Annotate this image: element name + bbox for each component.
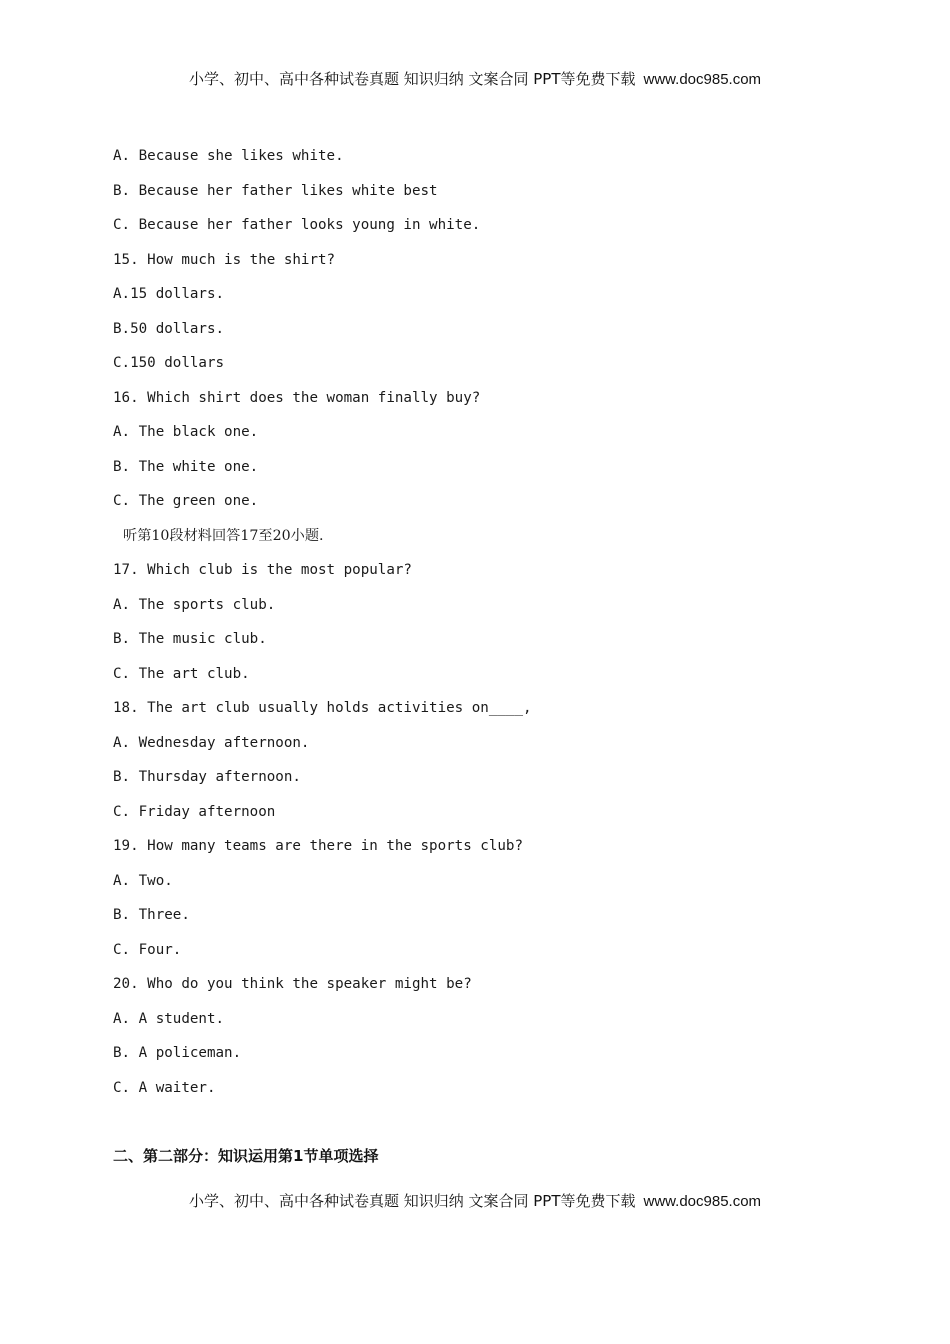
option-line: A. The sports club. [113, 596, 276, 613]
footer-banner [0, 1190, 950, 1211]
option-line: C. Friday afternoon [113, 803, 276, 820]
option-line: B. The music club. [113, 631, 267, 647]
option-line: C. A waiter. [113, 1079, 216, 1096]
option-line: B. The white one. [113, 458, 259, 475]
header-banner-text: 小学、初中、高中各种试卷真题 知识归纳 文案合同 PPT等免费下载 [188, 70, 636, 88]
option-line: C. The green one. [113, 493, 259, 509]
question-line: 18. The art club usually holds activities on____, [113, 700, 532, 716]
question-list [113, 145, 853, 1111]
option-line: B. A policeman. [113, 1045, 242, 1061]
question-line: 20. Who do you think the speaker might be? [113, 976, 472, 992]
option-line: A. Two. [113, 872, 173, 889]
option-line: C.150 dollars [113, 355, 225, 371]
option-line: A. The black one. [113, 424, 259, 440]
option-line: C. The art club. [113, 665, 250, 682]
option-line: A. A student. [113, 1010, 225, 1027]
section-heading: 二、第二部分：知识运用第1节单项选择 [113, 1147, 379, 1165]
option-line: A.15 dollars. [113, 286, 225, 302]
footer-site-link[interactable]: www.doc985.com [643, 1193, 762, 1210]
header-banner [0, 68, 950, 89]
option-line: A. Because she likes white. [113, 148, 344, 164]
option-line: B. Because her father likes white best [113, 182, 438, 199]
question-line: 19. How many teams are there in the sports club? [113, 838, 523, 854]
listening-instruction: 听第10段材料回答17至20小题. [123, 527, 324, 544]
option-line: B.50 dollars. [113, 320, 225, 337]
option-line: B. Three. [113, 907, 190, 923]
option-line: C. Four. [113, 941, 182, 958]
option-line: A. Wednesday afternoon. [113, 734, 310, 751]
question-line: 16. Which shirt does the woman finally buy? [113, 389, 481, 406]
footer-banner-text: 小学、初中、高中各种试卷真题 知识归纳 文案合同 PPT等免费下载 [188, 1192, 636, 1210]
option-line: C. Because her father looks young in white. [113, 217, 481, 233]
option-line: B. Thursday afternoon. [113, 769, 301, 785]
header-site-link[interactable]: www.doc985.com [643, 71, 762, 88]
question-line: 17. Which club is the most popular? [113, 562, 412, 578]
question-line: 15. How much is the shirt? [113, 251, 336, 268]
